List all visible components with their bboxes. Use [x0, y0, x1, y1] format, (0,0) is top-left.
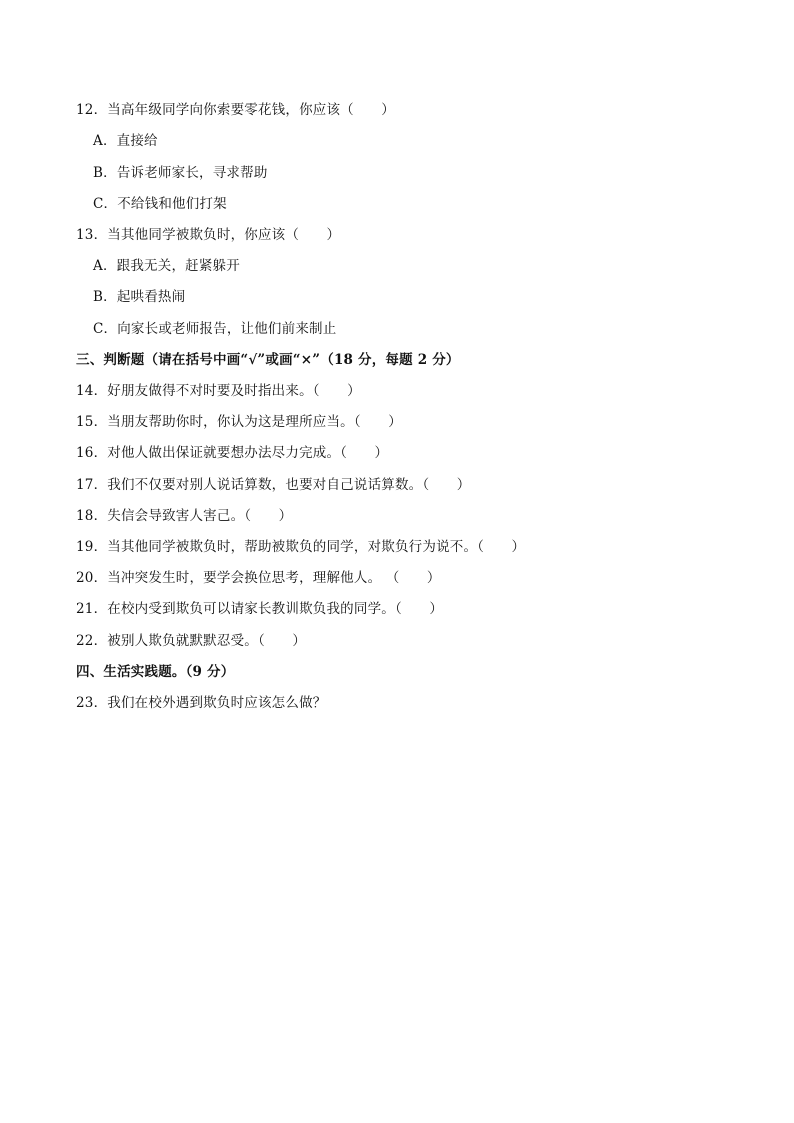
- question-18: 18．失信会导致害人害己。（ ）: [76, 508, 293, 524]
- question-23: 23．我们在校外遇到欺负时应该怎么做？: [76, 695, 327, 711]
- question-13-stem: 13．当其他同学被欺负时，你应该（ ）: [76, 227, 341, 243]
- question-22: 22．被别人欺负就默默忍受。（ ）: [76, 633, 307, 649]
- question-14: 14．好朋友做得不对时要及时指出来。（ ）: [76, 383, 361, 399]
- question-13-option-a: A．跟我无关，赶紧躲开: [93, 258, 240, 274]
- question-12-option-a: A．直接给: [93, 133, 158, 149]
- question-13-option-b: B．起哄看热闹: [93, 289, 186, 305]
- question-16: 16．对他人做出保证就要想办法尽力完成。（ ）: [76, 445, 389, 461]
- section-4-title: 四、生活实践题。（9 分）: [76, 664, 235, 680]
- question-12-option-c: C．不给钱和他们打架: [93, 196, 227, 212]
- question-12-option-b: B．告诉老师家长，寻求帮助: [93, 165, 268, 181]
- question-20: 20．当冲突发生时，要学会换位思考，理解他人。 （ ）: [76, 570, 441, 586]
- question-12-stem: 12．当高年级同学向你索要零花钱，你应该（ ）: [76, 102, 395, 118]
- question-21: 21．在校内受到欺负可以请家长教训欺负我的同学。（ ）: [76, 601, 444, 617]
- section-3-title: 三、判断题（请在括号中画“√”或画“×”（18 分，每题 2 分）: [76, 352, 460, 368]
- question-17: 17．我们不仅要对别人说话算数，也要对自己说话算数。（ ）: [76, 477, 471, 493]
- question-15: 15．当朋友帮助你时，你认为这是理所应当。（ ）: [76, 414, 402, 430]
- question-13-option-c: C．向家长或老师报告，让他们前来制止: [93, 321, 337, 337]
- question-19: 19．当其他同学被欺负时，帮助被欺负的同学，对欺负行为说不。（ ）: [76, 539, 526, 555]
